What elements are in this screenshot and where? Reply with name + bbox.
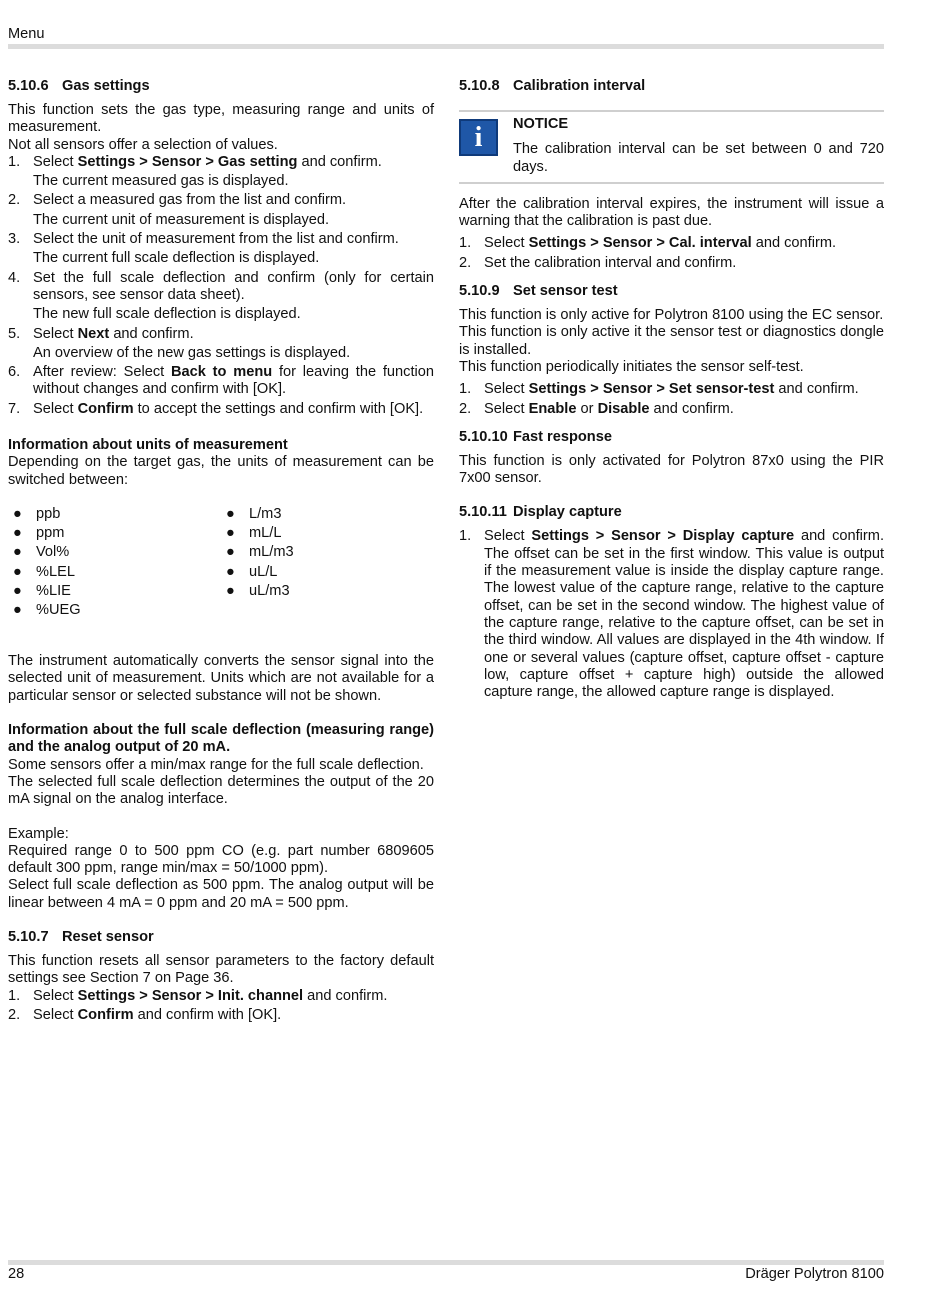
reset-sensor-intro: This function resets all sensor parameters to the factory default settings see Section 7 on Page 36.: [8, 953, 434, 987]
step-item: 2. Select a measured gas from the list and confirm. The current unit of measurement is displayed.: [8, 192, 434, 229]
display-capture-steps: [459, 528, 884, 701]
section-5-10-7-heading: [8, 929, 434, 946]
notice-title: NOTICE: [513, 116, 569, 132]
step-result: The current unit of measurement is displayed.: [33, 211, 330, 228]
section-title: Calibration interval: [513, 78, 646, 94]
step-item: 2. Select Enable or Disable and confirm.: [459, 400, 734, 417]
step-item: 5. Select Next and confirm. An overview of the new gas settings is displayed.: [8, 326, 434, 363]
example-para-2: Select full scale deflection as 500 ppm. The analog output will be linear between 4 mA = 0 ppm and 20 mA = 500 ppm.: [8, 877, 434, 911]
unit-item: ● Vol%: [13, 544, 70, 561]
step-item: 7. Select Confirm to accept the settings and confirm with [OK].: [8, 400, 424, 417]
unit-item: ● ppm: [13, 525, 65, 542]
gas-settings-note: Not all sensors offer a selection of values.: [8, 136, 278, 153]
sensor-test-para-3: This function periodically initiates the sensor self-test.: [459, 358, 804, 375]
fsd-heading: Information about the full scale deflection (measuring range) and the analog output of 20 mA.: [8, 722, 434, 756]
step-item: 1. Select Settings > Sensor > Display capture and confirm. The offset can be set in the first window. This value is output if the measurement value is inside the display capture range. The lowest value of the capture range, relative to the capture offset, can be set in the second window. The highest value of the capture range, relative to the capture offset, can be set in the third window. All values are displayed in the 4th window. If one or several values (capture offset, capture offset - capture low, capture offset + capture high) outside the allowed capture range, the allowed capture range is displayed.: [459, 528, 885, 701]
fsd-para-2: The selected full scale deflection determines the output of the 20 mA signal on the analog interface.: [8, 773, 434, 808]
fast-response-para: This function is only activated for Polytron 87x0 using the PIR 7x00 sensor.: [459, 452, 884, 487]
cal-interval-steps: [459, 235, 884, 272]
step-result: The new full scale deflection is displayed.: [33, 306, 301, 323]
section-number: 5.10.7: [8, 929, 49, 946]
unit-item: ● %LEL: [13, 563, 75, 580]
fsd-para-1: Some sensors offer a min/max range for the full scale deflection.: [8, 756, 424, 773]
gas-settings-steps: [8, 154, 434, 418]
step-item: 3. Select the unit of measurement from the list and confirm. The current full scale deflection is displayed.: [8, 231, 434, 268]
section-title: Reset sensor: [62, 929, 154, 946]
step-result: An overview of the new gas settings is displayed.: [33, 344, 351, 361]
header-rule: [8, 44, 884, 49]
left-column: [8, 78, 434, 1026]
section-number: 5.10.10: [459, 428, 508, 445]
footer-rule: [8, 1260, 884, 1265]
units-conversion-para: The instrument automatically converts the sensor signal into the selected unit of measurement. Units which are not available for a particular sensor or selected substance will not be shown.: [8, 653, 434, 704]
step-item: 1. Select Settings > Sensor > Cal. interval and confirm.: [459, 235, 837, 252]
info-icon: i: [459, 119, 498, 156]
sensor-test-para-2: This function is only active it the sensor test or diagnostics dongle is installed.: [459, 324, 884, 358]
section-number: 5.10.11: [459, 504, 507, 521]
page-number: 28: [8, 1266, 25, 1282]
right-column: [459, 78, 884, 703]
step-item: 1. Select Settings > Sensor > Set sensor-test and confirm.: [459, 381, 859, 398]
units-heading: Information about units of measurement: [8, 437, 288, 454]
unit-item: ● L/m3: [226, 505, 282, 522]
example-para-1: Required range 0 to 500 ppm CO (e.g. part number 6809605 default 300 ppm, range min/max = 50/1000 ppm).: [8, 842, 434, 877]
unit-item: ● mL/m3: [226, 544, 294, 561]
section-5-10-9-heading: [459, 283, 884, 300]
sensor-test-steps: [459, 381, 884, 418]
section-title: Fast response: [513, 428, 612, 445]
step-result: The current full scale deflection is displayed.: [33, 250, 320, 267]
step-item: 2. Set the calibration interval and confirm.: [459, 254, 737, 271]
section-number: 5.10.9: [459, 283, 500, 300]
section-5-10-10-heading: [459, 429, 884, 446]
section-title: Gas settings: [62, 78, 150, 94]
step-item: 4. Set the full scale deflection and confirm (only for certain sensors, see sensor data sheet). The new full scale deflection is displayed.: [8, 269, 434, 323]
section-5-10-6-heading: [8, 78, 434, 95]
step-item: 6. After review: Select Back to menu for leaving the function without changes and confirm with [OK].: [8, 364, 434, 398]
step-item: 2. Select Confirm and confirm with [OK].: [8, 1006, 282, 1023]
unit-item: ● uL/L: [226, 563, 278, 580]
step-result: The current measured gas is displayed.: [33, 173, 289, 190]
gas-settings-intro: This function sets the gas type, measuring range and units of measurement.: [8, 102, 434, 136]
section-5-10-11-heading: [459, 504, 884, 521]
example-label: Example:: [8, 825, 69, 842]
unit-item: ● ppb: [13, 505, 61, 522]
step-item: 1. Select Settings > Sensor > Gas setting and confirm. The current measured gas is displayed.: [8, 154, 434, 191]
cal-interval-para: After the calibration interval expires, the instrument will issue a warning that the calibration is past due.: [459, 195, 884, 230]
notice-text: The calibration interval can be set between 0 and 720 days.: [513, 141, 884, 175]
section-5-10-8-heading: [459, 78, 884, 95]
running-header: Menu: [8, 26, 45, 42]
section-title: Set sensor test: [513, 283, 618, 300]
notice-box: [459, 110, 884, 184]
product-name: Dräger Polytron 8100: [745, 1266, 884, 1282]
section-number: 5.10.8: [459, 78, 500, 94]
section-number: 5.10.6: [8, 78, 49, 94]
unit-item: ● %LIE: [13, 582, 71, 599]
units-intro: Depending on the target gas, the units of measurement can be switched between:: [8, 454, 434, 488]
unit-item: ● uL/m3: [226, 582, 290, 599]
step-item: 1. Select Settings > Sensor > Init. channel and confirm.: [8, 987, 388, 1004]
sensor-test-para-1: This function is only active for Polytron 8100 using the EC sensor.: [459, 307, 884, 324]
section-title: Display capture: [513, 504, 622, 521]
units-list: [8, 506, 434, 619]
reset-sensor-steps: [8, 988, 434, 1025]
unit-item: ● %UEG: [13, 601, 81, 618]
unit-item: ● mL/L: [226, 525, 282, 542]
